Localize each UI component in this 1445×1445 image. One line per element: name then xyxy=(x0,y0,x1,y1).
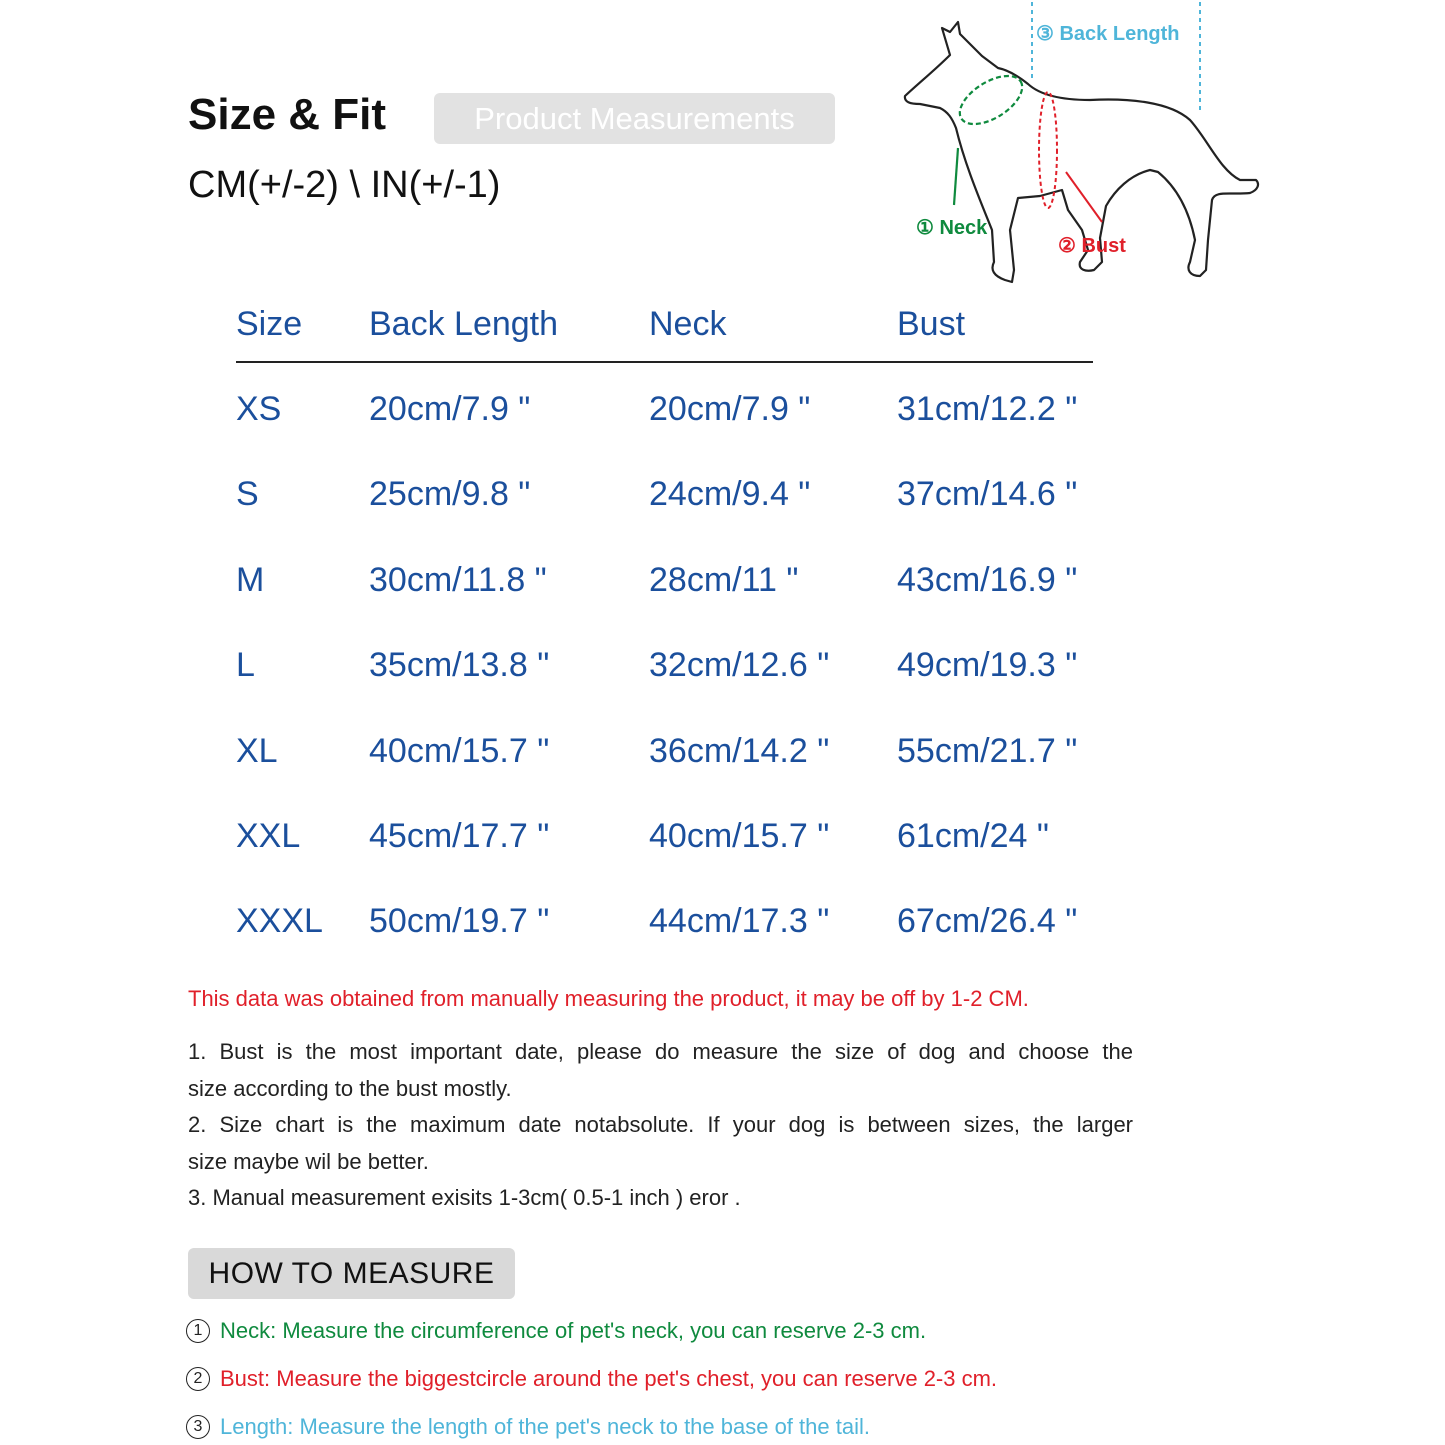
note-2-line-1: 2. Size chart is the maximum date notabsolute. If your dog is between sizes, the larger xyxy=(188,1112,1133,1137)
bust-cell: 49cm/19.3 " xyxy=(897,646,1078,684)
bust-cell: 43cm/16.9 " xyxy=(897,561,1078,599)
back-length-cell: 40cm/15.7 " xyxy=(369,732,550,770)
back-length-cell: 50cm/19.7 " xyxy=(369,902,550,940)
step-neck xyxy=(186,1318,926,1344)
size-cell: XXXL xyxy=(236,902,323,940)
step-number-3-icon: 3 xyxy=(186,1415,210,1439)
page-title: Size & Fit xyxy=(188,90,387,139)
header-bust: Bust xyxy=(897,305,966,343)
back-length-cell: 30cm/11.8 " xyxy=(369,561,547,599)
table-row xyxy=(236,561,1096,611)
neck-cell: 24cm/9.4 " xyxy=(649,475,811,513)
neck-cell: 40cm/15.7 " xyxy=(649,817,830,855)
step-number-1-icon: 1 xyxy=(186,1319,210,1343)
back-length-cell: 20cm/7.9 " xyxy=(369,390,531,428)
size-cell: S xyxy=(236,475,259,513)
back-length-cell: 25cm/9.8 " xyxy=(369,475,531,513)
step-length xyxy=(186,1414,870,1440)
step-bust-text: Bust: Measure the biggestcircle around the pet's chest, you can reserve 2-3 cm. xyxy=(220,1366,998,1391)
note-1-line-1: 1. Bust is the most important date, please do measure the size of dog and choose the xyxy=(188,1039,1133,1064)
table-row xyxy=(236,475,1096,525)
bust-cell: 55cm/21.7 " xyxy=(897,732,1078,770)
note-3: 3. Manual measurement exisits 1-3cm( 0.5-1 inch ) eror . xyxy=(188,1185,741,1210)
bust-cell: 67cm/26.4 " xyxy=(897,902,1078,940)
back-length-cell: 35cm/13.8 " xyxy=(369,646,550,684)
bust-cell: 61cm/24 " xyxy=(897,817,1049,855)
neck-cell: 20cm/7.9 " xyxy=(649,390,811,428)
tolerance-note: CM(+/-2) \ IN(+/-1) xyxy=(188,164,501,206)
header-back-length: Back Length xyxy=(369,305,559,343)
bust-cell: 31cm/12.2 " xyxy=(897,390,1078,428)
neck-cell: 28cm/11 " xyxy=(649,561,799,599)
size-cell: XXL xyxy=(236,817,301,855)
how-to-measure-heading: HOW TO MEASURE xyxy=(188,1248,515,1299)
table-row xyxy=(236,390,1096,440)
bust-measure-ring xyxy=(1039,92,1057,208)
neck-cell: 36cm/14.2 " xyxy=(649,732,830,770)
step-neck-text: Neck: Measure the circumference of pet's neck, you can reserve 2-3 cm. xyxy=(220,1318,927,1343)
neck-cell: 32cm/12.6 " xyxy=(649,646,830,684)
neck-cell: 44cm/17.3 " xyxy=(649,902,830,940)
header-size: Size xyxy=(236,305,303,343)
size-cell: XS xyxy=(236,390,282,428)
back-length-label: ③ Back Length xyxy=(1036,23,1180,45)
note-1-line-2: size according to the bust mostly. xyxy=(188,1075,512,1101)
product-measurements-badge: Product Measurements xyxy=(434,93,835,144)
step-number-2-icon: 2 xyxy=(186,1367,210,1391)
table-row xyxy=(236,817,1096,867)
back-length-cell: 45cm/17.7 " xyxy=(369,817,550,855)
note-2-line-2: size maybe wil be better. xyxy=(188,1148,429,1174)
dog-measurement-diagram xyxy=(890,0,1270,295)
header-neck: Neck xyxy=(649,305,727,343)
size-cell: L xyxy=(236,646,255,684)
neck-pointer xyxy=(954,148,958,205)
measurement-disclaimer: This data was obtained from manually measuring the product, it may be off by 1-2 CM. xyxy=(188,986,1029,1011)
neck-label: ① Neck xyxy=(916,217,988,239)
table-row xyxy=(236,902,1096,952)
size-cell: XL xyxy=(236,732,278,770)
step-bust xyxy=(186,1366,997,1392)
bust-cell: 37cm/14.6 " xyxy=(897,475,1078,513)
header-divider xyxy=(236,361,1093,363)
table-row xyxy=(236,646,1096,696)
table-row xyxy=(236,732,1096,782)
notes-list xyxy=(188,1034,1133,1217)
size-cell: M xyxy=(236,561,265,599)
step-length-text: Length: Measure the length of the pet's neck to the base of the tail. xyxy=(220,1414,870,1439)
bust-label: ② Bust xyxy=(1058,235,1126,257)
